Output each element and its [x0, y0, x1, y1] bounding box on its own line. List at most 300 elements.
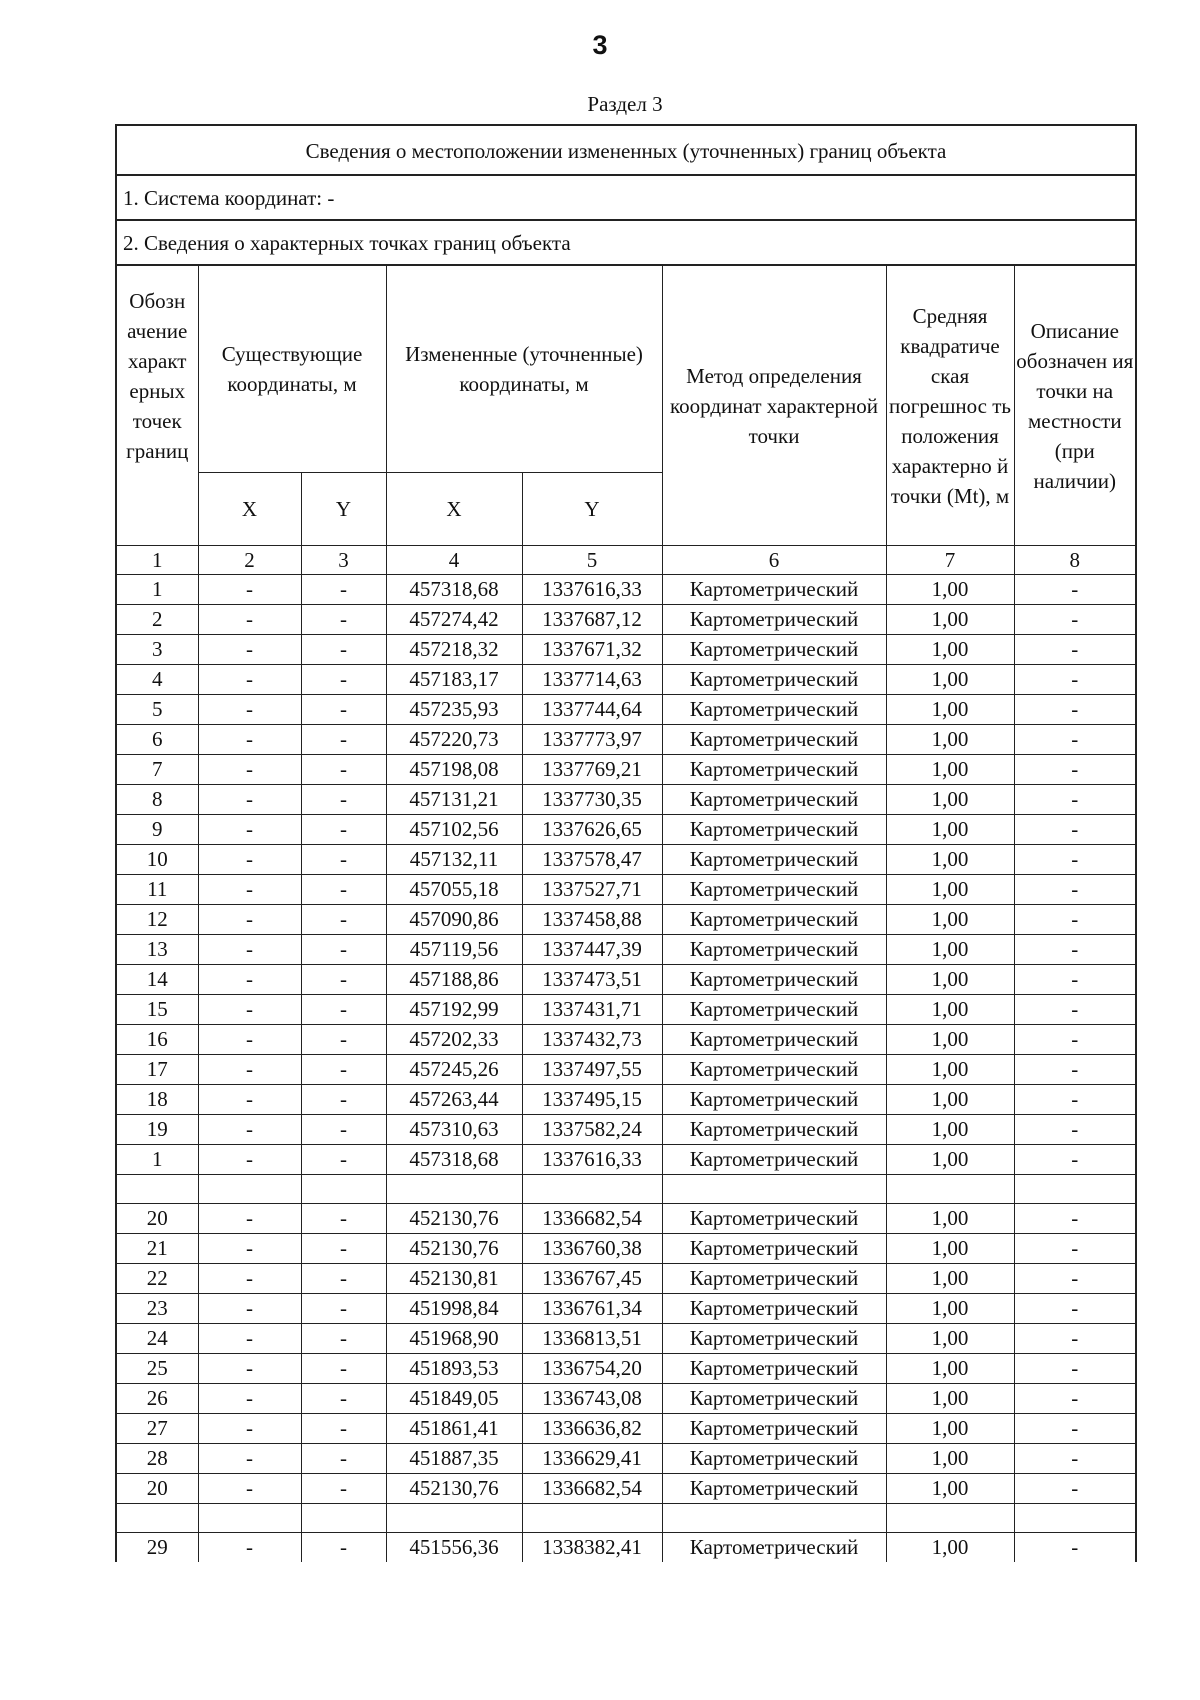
- existing-x: -: [198, 1324, 301, 1354]
- changed-y: 1337495,15: [522, 1085, 662, 1115]
- table-row: [117, 1384, 1135, 1414]
- point-number: 5: [117, 695, 198, 725]
- changed-x: 457132,11: [386, 845, 522, 875]
- changed-y: 1336682,54: [522, 1204, 662, 1234]
- changed-x: 457188,86: [386, 965, 522, 995]
- point-number: 4: [117, 665, 198, 695]
- empty-cell: [886, 1175, 1014, 1204]
- existing-x: -: [198, 635, 301, 665]
- table-row: [117, 695, 1135, 725]
- rms-error-cell: 1,00: [886, 815, 1014, 845]
- changed-x: 457192,99: [386, 995, 522, 1025]
- changed-y: 1337730,35: [522, 785, 662, 815]
- rms-error-cell: 1,00: [886, 935, 1014, 965]
- empty-cell: [301, 1175, 386, 1204]
- description-cell: -: [1014, 935, 1135, 965]
- description-cell: -: [1014, 1474, 1135, 1504]
- changed-y: 1337714,63: [522, 665, 662, 695]
- changed-x: 457202,33: [386, 1025, 522, 1055]
- table-row: [117, 605, 1135, 635]
- changed-y: 1336761,34: [522, 1294, 662, 1324]
- description-cell: -: [1014, 965, 1135, 995]
- method-cell: Картометрический: [662, 875, 886, 905]
- changed-x: 452130,81: [386, 1264, 522, 1294]
- changed-x: 457218,32: [386, 635, 522, 665]
- changed-x: 457318,68: [386, 575, 522, 605]
- point-number: 3: [117, 635, 198, 665]
- changed-y: 1337447,39: [522, 935, 662, 965]
- method-cell: Картометрический: [662, 905, 886, 935]
- rms-error-cell: 1,00: [886, 665, 1014, 695]
- changed-y: 1336760,38: [522, 1234, 662, 1264]
- table-row: [117, 725, 1135, 755]
- rms-error-cell: 1,00: [886, 995, 1014, 1025]
- table-title: Сведения о местоположении измененных (уточненных) границ объекта: [117, 126, 1135, 176]
- changed-y: 1336767,45: [522, 1264, 662, 1294]
- empty-cell: [1014, 1504, 1135, 1533]
- existing-x: -: [198, 785, 301, 815]
- existing-x: -: [198, 1474, 301, 1504]
- changed-x: 457198,08: [386, 755, 522, 785]
- rms-error-cell: 1,00: [886, 1474, 1014, 1504]
- changed-y: 1337527,71: [522, 875, 662, 905]
- description-cell: -: [1014, 1414, 1135, 1444]
- table-row: [117, 785, 1135, 815]
- existing-x: -: [198, 575, 301, 605]
- method-cell: Картометрический: [662, 935, 886, 965]
- table-row: [117, 1533, 1135, 1563]
- point-number: 11: [117, 875, 198, 905]
- existing-y: -: [301, 1264, 386, 1294]
- table-row: [117, 905, 1135, 935]
- method-cell: Картометрический: [662, 1324, 886, 1354]
- existing-y: -: [301, 1115, 386, 1145]
- existing-y: -: [301, 1474, 386, 1504]
- point-number: 22: [117, 1264, 198, 1294]
- column-number: 6: [662, 546, 886, 575]
- rms-error-cell: 1,00: [886, 1354, 1014, 1384]
- empty-cell: [301, 1504, 386, 1533]
- changed-y: 1337744,64: [522, 695, 662, 725]
- existing-x: -: [198, 1115, 301, 1145]
- existing-y: -: [301, 635, 386, 665]
- description-cell: -: [1014, 1234, 1135, 1264]
- description-cell: -: [1014, 635, 1135, 665]
- column-number: 2: [198, 546, 301, 575]
- existing-x: -: [198, 1145, 301, 1175]
- table-row: [117, 665, 1135, 695]
- description-cell: -: [1014, 575, 1135, 605]
- changed-y: 1337626,65: [522, 815, 662, 845]
- boundary-points-body: [117, 575, 1135, 1563]
- existing-x: -: [198, 905, 301, 935]
- point-number: 9: [117, 815, 198, 845]
- description-cell: -: [1014, 875, 1135, 905]
- existing-y: -: [301, 1384, 386, 1414]
- header-description: Описание обозначен ия точки на местности (при наличии): [1014, 266, 1135, 546]
- table-row: [117, 1354, 1135, 1384]
- rms-error-cell: 1,00: [886, 575, 1014, 605]
- rms-error-cell: 1,00: [886, 905, 1014, 935]
- changed-y: 1336629,41: [522, 1444, 662, 1474]
- table-row: [117, 1324, 1135, 1354]
- empty-cell: [522, 1504, 662, 1533]
- point-number: 18: [117, 1085, 198, 1115]
- rms-error-cell: 1,00: [886, 635, 1014, 665]
- description-cell: -: [1014, 1444, 1135, 1474]
- description-cell: -: [1014, 1324, 1135, 1354]
- method-cell: Картометрический: [662, 1474, 886, 1504]
- changed-x: 452130,76: [386, 1234, 522, 1264]
- rms-error-cell: 1,00: [886, 1533, 1014, 1563]
- point-number: 17: [117, 1055, 198, 1085]
- point-number: 6: [117, 725, 198, 755]
- point-number: 13: [117, 935, 198, 965]
- existing-x: -: [198, 995, 301, 1025]
- changed-x: 457131,21: [386, 785, 522, 815]
- changed-x: 451887,35: [386, 1444, 522, 1474]
- point-number: 10: [117, 845, 198, 875]
- existing-y: -: [301, 755, 386, 785]
- method-cell: Картометрический: [662, 1414, 886, 1444]
- changed-x: 457310,63: [386, 1115, 522, 1145]
- point-number: 1: [117, 1145, 198, 1175]
- point-number: 15: [117, 995, 198, 1025]
- empty-cell: [198, 1175, 301, 1204]
- changed-y: 1337687,12: [522, 605, 662, 635]
- changed-y: 1336743,08: [522, 1384, 662, 1414]
- existing-y: -: [301, 845, 386, 875]
- description-cell: -: [1014, 1085, 1135, 1115]
- method-cell: Картометрический: [662, 1204, 886, 1234]
- table-row: [117, 635, 1135, 665]
- existing-x: -: [198, 1085, 301, 1115]
- rms-error-cell: 1,00: [886, 1264, 1014, 1294]
- method-cell: Картометрический: [662, 1354, 886, 1384]
- column-number-row: [117, 546, 1135, 575]
- rms-error-cell: 1,00: [886, 1324, 1014, 1354]
- changed-y: 1337431,71: [522, 995, 662, 1025]
- description-cell: -: [1014, 1384, 1135, 1414]
- table-row: [117, 575, 1135, 605]
- header-method: Метод определения координат характерной точки: [662, 266, 886, 546]
- table-row: [117, 845, 1135, 875]
- changed-x: 452130,76: [386, 1204, 522, 1234]
- existing-y: -: [301, 1145, 386, 1175]
- method-cell: Картометрический: [662, 635, 886, 665]
- description-cell: -: [1014, 905, 1135, 935]
- existing-y: -: [301, 935, 386, 965]
- point-number: 16: [117, 1025, 198, 1055]
- description-cell: -: [1014, 815, 1135, 845]
- method-cell: Картометрический: [662, 605, 886, 635]
- points-heading: 2. Сведения о характерных точках границ объекта: [117, 221, 1135, 266]
- existing-x: -: [198, 1533, 301, 1563]
- point-number: 14: [117, 965, 198, 995]
- existing-y: -: [301, 1294, 386, 1324]
- description-cell: -: [1014, 1145, 1135, 1175]
- point-number: 26: [117, 1384, 198, 1414]
- method-cell: Картометрический: [662, 695, 886, 725]
- column-number: 1: [117, 546, 198, 575]
- existing-x: -: [198, 1414, 301, 1444]
- empty-cell: [522, 1175, 662, 1204]
- table-row: [117, 1204, 1135, 1234]
- page-number: 3: [592, 30, 608, 60]
- changed-x: 451998,84: [386, 1294, 522, 1324]
- existing-y: -: [301, 1085, 386, 1115]
- existing-x: -: [198, 1055, 301, 1085]
- boundary-points-table: [117, 266, 1135, 1562]
- description-cell: -: [1014, 1354, 1135, 1384]
- existing-x: -: [198, 875, 301, 905]
- existing-x: -: [198, 1294, 301, 1324]
- existing-x: -: [198, 965, 301, 995]
- changed-y: 1336636,82: [522, 1414, 662, 1444]
- header-point-designation: Обозн ачение характ ерных точек границ: [117, 266, 198, 546]
- description-cell: -: [1014, 1264, 1135, 1294]
- header-changed-y: Y: [522, 473, 662, 546]
- rms-error-cell: 1,00: [886, 785, 1014, 815]
- rms-error-cell: 1,00: [886, 1384, 1014, 1414]
- method-cell: Картометрический: [662, 1533, 886, 1563]
- existing-x: -: [198, 725, 301, 755]
- method-cell: Картометрический: [662, 965, 886, 995]
- point-number: 24: [117, 1324, 198, 1354]
- description-cell: -: [1014, 845, 1135, 875]
- changed-x: 451556,36: [386, 1533, 522, 1563]
- description-cell: -: [1014, 1025, 1135, 1055]
- description-cell: -: [1014, 1115, 1135, 1145]
- changed-x: 457220,73: [386, 725, 522, 755]
- rms-error-cell: 1,00: [886, 605, 1014, 635]
- changed-y: 1337578,47: [522, 845, 662, 875]
- existing-y: -: [301, 665, 386, 695]
- changed-x: 457263,44: [386, 1085, 522, 1115]
- table-row: [117, 1264, 1135, 1294]
- boundary-table-frame: [115, 124, 1137, 1562]
- description-cell: -: [1014, 695, 1135, 725]
- column-number: 7: [886, 546, 1014, 575]
- changed-x: 451968,90: [386, 1324, 522, 1354]
- description-cell: -: [1014, 1055, 1135, 1085]
- method-cell: Картометрический: [662, 1264, 886, 1294]
- point-number: 7: [117, 755, 198, 785]
- column-number: 5: [522, 546, 662, 575]
- changed-x: 457102,56: [386, 815, 522, 845]
- description-cell: -: [1014, 785, 1135, 815]
- empty-cell: [886, 1504, 1014, 1533]
- existing-y: -: [301, 605, 386, 635]
- table-row: [117, 1234, 1135, 1264]
- table-row: [117, 755, 1135, 785]
- rms-error-cell: 1,00: [886, 1055, 1014, 1085]
- existing-x: -: [198, 665, 301, 695]
- existing-y: -: [301, 1414, 386, 1444]
- point-number: 29: [117, 1533, 198, 1563]
- table-row: [117, 1414, 1135, 1444]
- existing-y: -: [301, 725, 386, 755]
- existing-x: -: [198, 935, 301, 965]
- description-cell: -: [1014, 605, 1135, 635]
- empty-cell: [1014, 1175, 1135, 1204]
- changed-x: 457318,68: [386, 1145, 522, 1175]
- method-cell: Картометрический: [662, 1055, 886, 1085]
- rms-error-cell: 1,00: [886, 1294, 1014, 1324]
- changed-y: 1337497,55: [522, 1055, 662, 1085]
- changed-x: 457090,86: [386, 905, 522, 935]
- section-label: Раздел 3: [587, 92, 663, 116]
- changed-x: 451893,53: [386, 1354, 522, 1384]
- description-cell: -: [1014, 1294, 1135, 1324]
- empty-cell: [386, 1504, 522, 1533]
- table-row: [117, 1474, 1135, 1504]
- existing-x: -: [198, 815, 301, 845]
- existing-y: -: [301, 1055, 386, 1085]
- coordinate-system-line: 1. Система координат: -: [117, 176, 1135, 221]
- changed-y: 1336813,51: [522, 1324, 662, 1354]
- existing-x: -: [198, 1444, 301, 1474]
- header-changed-coordinates: Измененные (уточненные) координаты, м: [386, 266, 662, 473]
- existing-x: -: [198, 695, 301, 725]
- empty-cell: [662, 1504, 886, 1533]
- changed-x: 451861,41: [386, 1414, 522, 1444]
- method-cell: Картометрический: [662, 1384, 886, 1414]
- point-number: 2: [117, 605, 198, 635]
- changed-y: 1336682,54: [522, 1474, 662, 1504]
- method-cell: Картометрический: [662, 665, 886, 695]
- method-cell: Картометрический: [662, 995, 886, 1025]
- point-number: 23: [117, 1294, 198, 1324]
- point-number: 20: [117, 1204, 198, 1234]
- point-number: 20: [117, 1474, 198, 1504]
- changed-x: 457245,26: [386, 1055, 522, 1085]
- changed-y: 1337773,97: [522, 725, 662, 755]
- rms-error-cell: 1,00: [886, 725, 1014, 755]
- method-cell: Картометрический: [662, 1085, 886, 1115]
- description-cell: -: [1014, 995, 1135, 1025]
- changed-y: 1337432,73: [522, 1025, 662, 1055]
- point-number: 21: [117, 1234, 198, 1264]
- changed-x: 457235,93: [386, 695, 522, 725]
- changed-x: 457274,42: [386, 605, 522, 635]
- existing-y: -: [301, 815, 386, 845]
- changed-y: 1337671,32: [522, 635, 662, 665]
- header-rms-error: Средняя квадратиче ская погрешнос ть положения характерно й точки (Mt), м: [886, 266, 1014, 546]
- existing-x: -: [198, 1384, 301, 1414]
- changed-x: 452130,76: [386, 1474, 522, 1504]
- method-cell: Картометрический: [662, 725, 886, 755]
- existing-y: -: [301, 1533, 386, 1563]
- empty-cell: [662, 1175, 886, 1204]
- existing-y: -: [301, 575, 386, 605]
- table-row: [117, 1145, 1135, 1175]
- separator-row: [117, 1504, 1135, 1533]
- existing-y: -: [301, 965, 386, 995]
- point-number: 12: [117, 905, 198, 935]
- rms-error-cell: 1,00: [886, 1444, 1014, 1474]
- rms-error-cell: 1,00: [886, 695, 1014, 725]
- header-existing-y: Y: [301, 473, 386, 546]
- rms-error-cell: 1,00: [886, 755, 1014, 785]
- table-row: [117, 1085, 1135, 1115]
- table-row: [117, 815, 1135, 845]
- changed-y: 1337616,33: [522, 1145, 662, 1175]
- changed-y: 1336754,20: [522, 1354, 662, 1384]
- changed-y: 1337473,51: [522, 965, 662, 995]
- rms-error-cell: 1,00: [886, 1234, 1014, 1264]
- existing-y: -: [301, 1234, 386, 1264]
- description-cell: -: [1014, 1533, 1135, 1563]
- description-cell: -: [1014, 665, 1135, 695]
- rms-error-cell: 1,00: [886, 1204, 1014, 1234]
- existing-y: -: [301, 1444, 386, 1474]
- rms-error-cell: 1,00: [886, 965, 1014, 995]
- rms-error-cell: 1,00: [886, 1085, 1014, 1115]
- point-number: 19: [117, 1115, 198, 1145]
- description-cell: -: [1014, 1204, 1135, 1234]
- column-number: 8: [1014, 546, 1135, 575]
- method-cell: Картометрический: [662, 1025, 886, 1055]
- changed-x: 457183,17: [386, 665, 522, 695]
- table-row: [117, 875, 1135, 905]
- existing-y: -: [301, 1324, 386, 1354]
- existing-x: -: [198, 845, 301, 875]
- changed-y: 1337458,88: [522, 905, 662, 935]
- method-cell: Картометрический: [662, 755, 886, 785]
- table-row: [117, 1444, 1135, 1474]
- rms-error-cell: 1,00: [886, 1414, 1014, 1444]
- existing-x: -: [198, 755, 301, 785]
- empty-cell: [117, 1504, 198, 1533]
- empty-cell: [198, 1504, 301, 1533]
- method-cell: Картометрический: [662, 575, 886, 605]
- method-cell: Картометрический: [662, 785, 886, 815]
- method-cell: Картометрический: [662, 1444, 886, 1474]
- rms-error-cell: 1,00: [886, 1025, 1014, 1055]
- changed-x: 451849,05: [386, 1384, 522, 1414]
- empty-cell: [386, 1175, 522, 1204]
- description-cell: -: [1014, 755, 1135, 785]
- column-number: 4: [386, 546, 522, 575]
- table-row: [117, 965, 1135, 995]
- method-cell: Картометрический: [662, 815, 886, 845]
- header-changed-x: X: [386, 473, 522, 546]
- existing-x: -: [198, 1264, 301, 1294]
- point-number: 25: [117, 1354, 198, 1384]
- existing-x: -: [198, 1234, 301, 1264]
- point-number: 1: [117, 575, 198, 605]
- existing-x: -: [198, 605, 301, 635]
- table-row: [117, 1055, 1135, 1085]
- point-number: 8: [117, 785, 198, 815]
- header-existing-coordinates: Существующие координаты, м: [198, 266, 386, 473]
- changed-x: 457055,18: [386, 875, 522, 905]
- rms-error-cell: 1,00: [886, 1115, 1014, 1145]
- table-row: [117, 1025, 1135, 1055]
- existing-y: -: [301, 695, 386, 725]
- empty-cell: [117, 1175, 198, 1204]
- method-cell: Картометрический: [662, 1294, 886, 1324]
- changed-x: 457119,56: [386, 935, 522, 965]
- existing-y: -: [301, 1025, 386, 1055]
- rms-error-cell: 1,00: [886, 1145, 1014, 1175]
- table-row: [117, 1294, 1135, 1324]
- method-cell: Картометрический: [662, 1115, 886, 1145]
- existing-y: -: [301, 785, 386, 815]
- table-row: [117, 995, 1135, 1025]
- existing-y: -: [301, 1354, 386, 1384]
